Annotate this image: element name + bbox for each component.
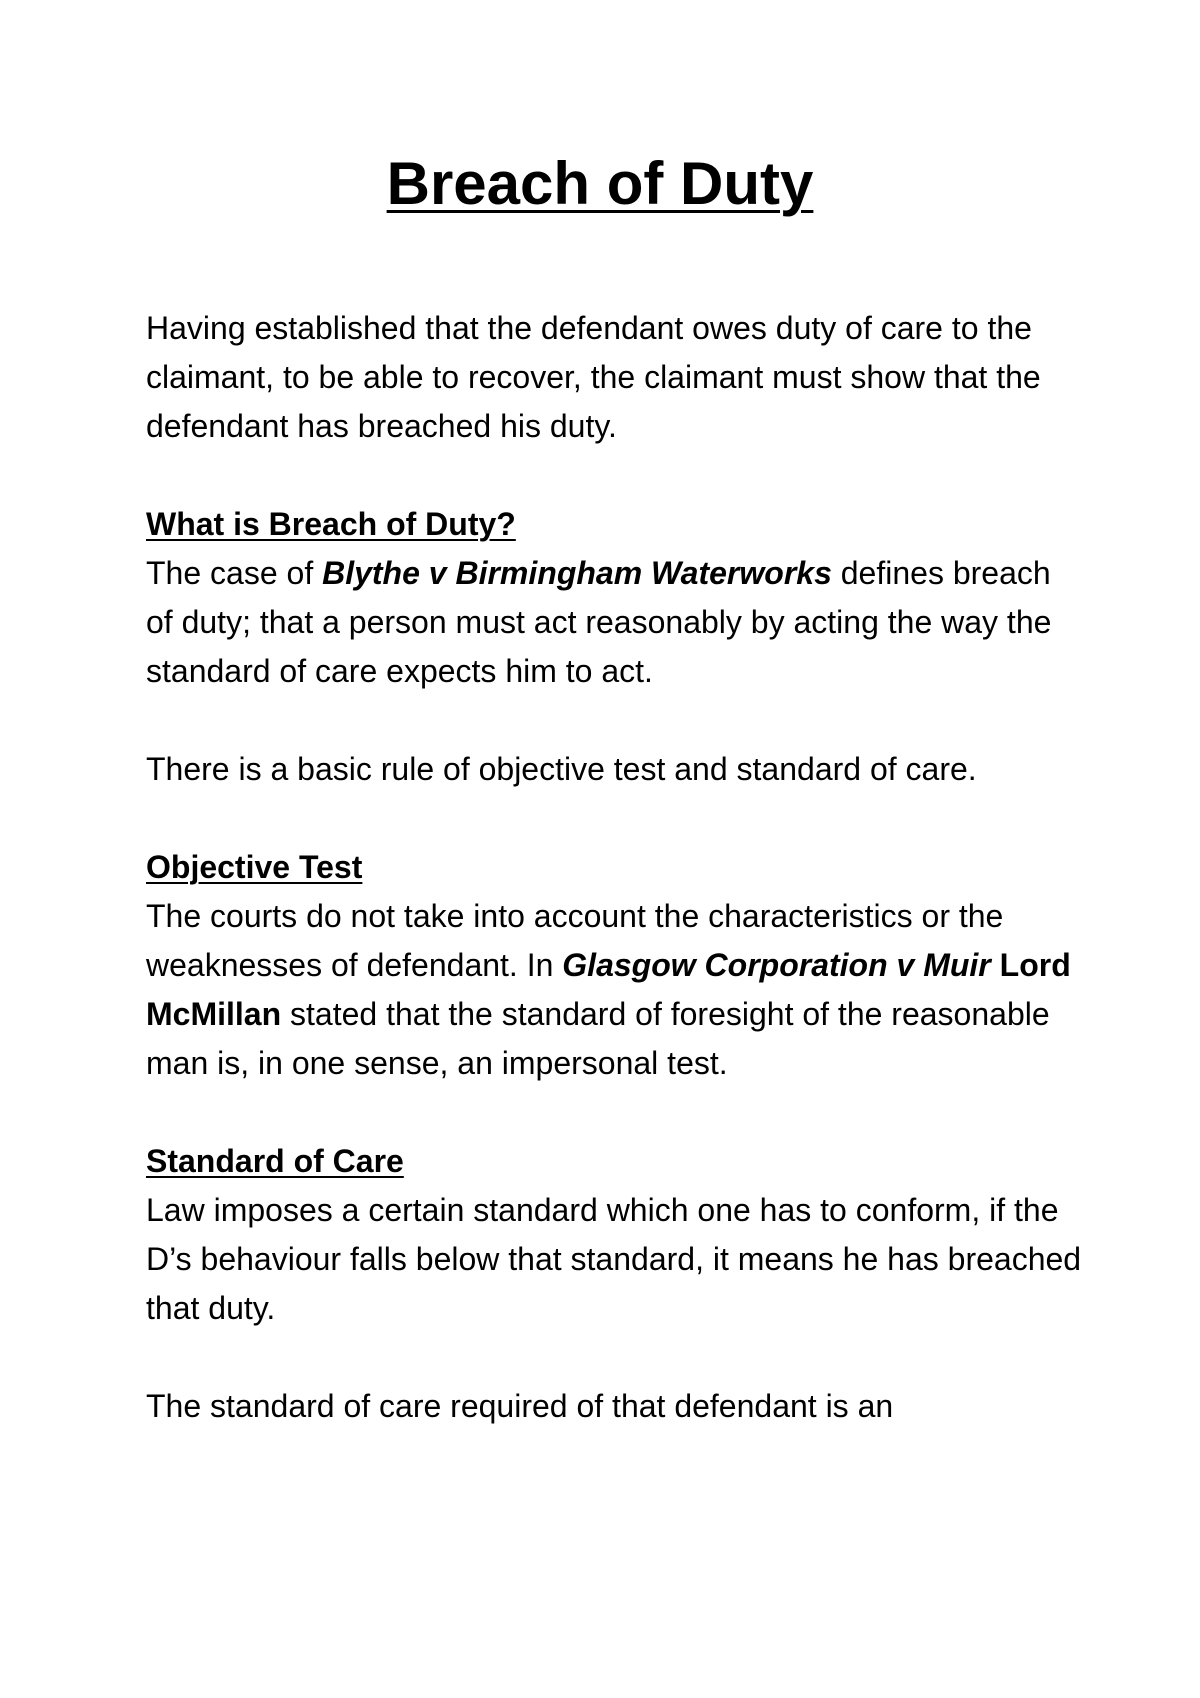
case-name-blythe: Blythe v Birmingham Waterworks [322, 555, 832, 591]
page-title [0, 148, 1200, 220]
page-title-text: Breach of Duty [386, 150, 814, 217]
section-heading-what-is-breach: What is Breach of Duty? [146, 506, 516, 542]
spacer [146, 451, 1086, 500]
intro-paragraph: Having established that the defendant owes duty of care to the claimant, to be able to recover, the claimant must show that the defendant has breached his duty. [146, 310, 1041, 444]
spacer [146, 696, 1086, 745]
text-run: The case of [146, 555, 323, 591]
document-body [146, 304, 1086, 1431]
case-name-glasgow: Glasgow Corporation v Muir [562, 947, 991, 983]
text-run: The courts do not take into account the characteristics or the weaknesses of defendant. In [146, 898, 1004, 983]
standard-required-paragraph: The standard of care required of that defendant is an [146, 1388, 894, 1424]
text-run [991, 947, 1000, 983]
spacer [146, 1088, 1086, 1137]
text-run: stated that the standard of foresight of the reasonable man is, in one sense, an impersonal test. [146, 996, 1050, 1081]
objective-test-paragraph [146, 892, 1086, 1088]
section-heading-standard-of-care: Standard of Care [146, 1143, 404, 1179]
basic-rule-paragraph: There is a basic rule of objective test and standard of care. [146, 751, 977, 787]
what-is-breach-paragraph [146, 549, 1086, 696]
section-heading-objective-test: Objective Test [146, 849, 363, 885]
text-run: defines breach of duty; that a person must act reasonably by acting the way the standard of care expects him to act. [146, 555, 1052, 689]
spacer [146, 1333, 1086, 1382]
judge-name: Lord McMillan [146, 947, 1071, 1032]
standard-of-care-paragraph: Law imposes a certain standard which one has to conform, if the D’s behaviour falls below that standard, it means he has breached that duty. [146, 1192, 1082, 1326]
spacer [146, 794, 1086, 843]
